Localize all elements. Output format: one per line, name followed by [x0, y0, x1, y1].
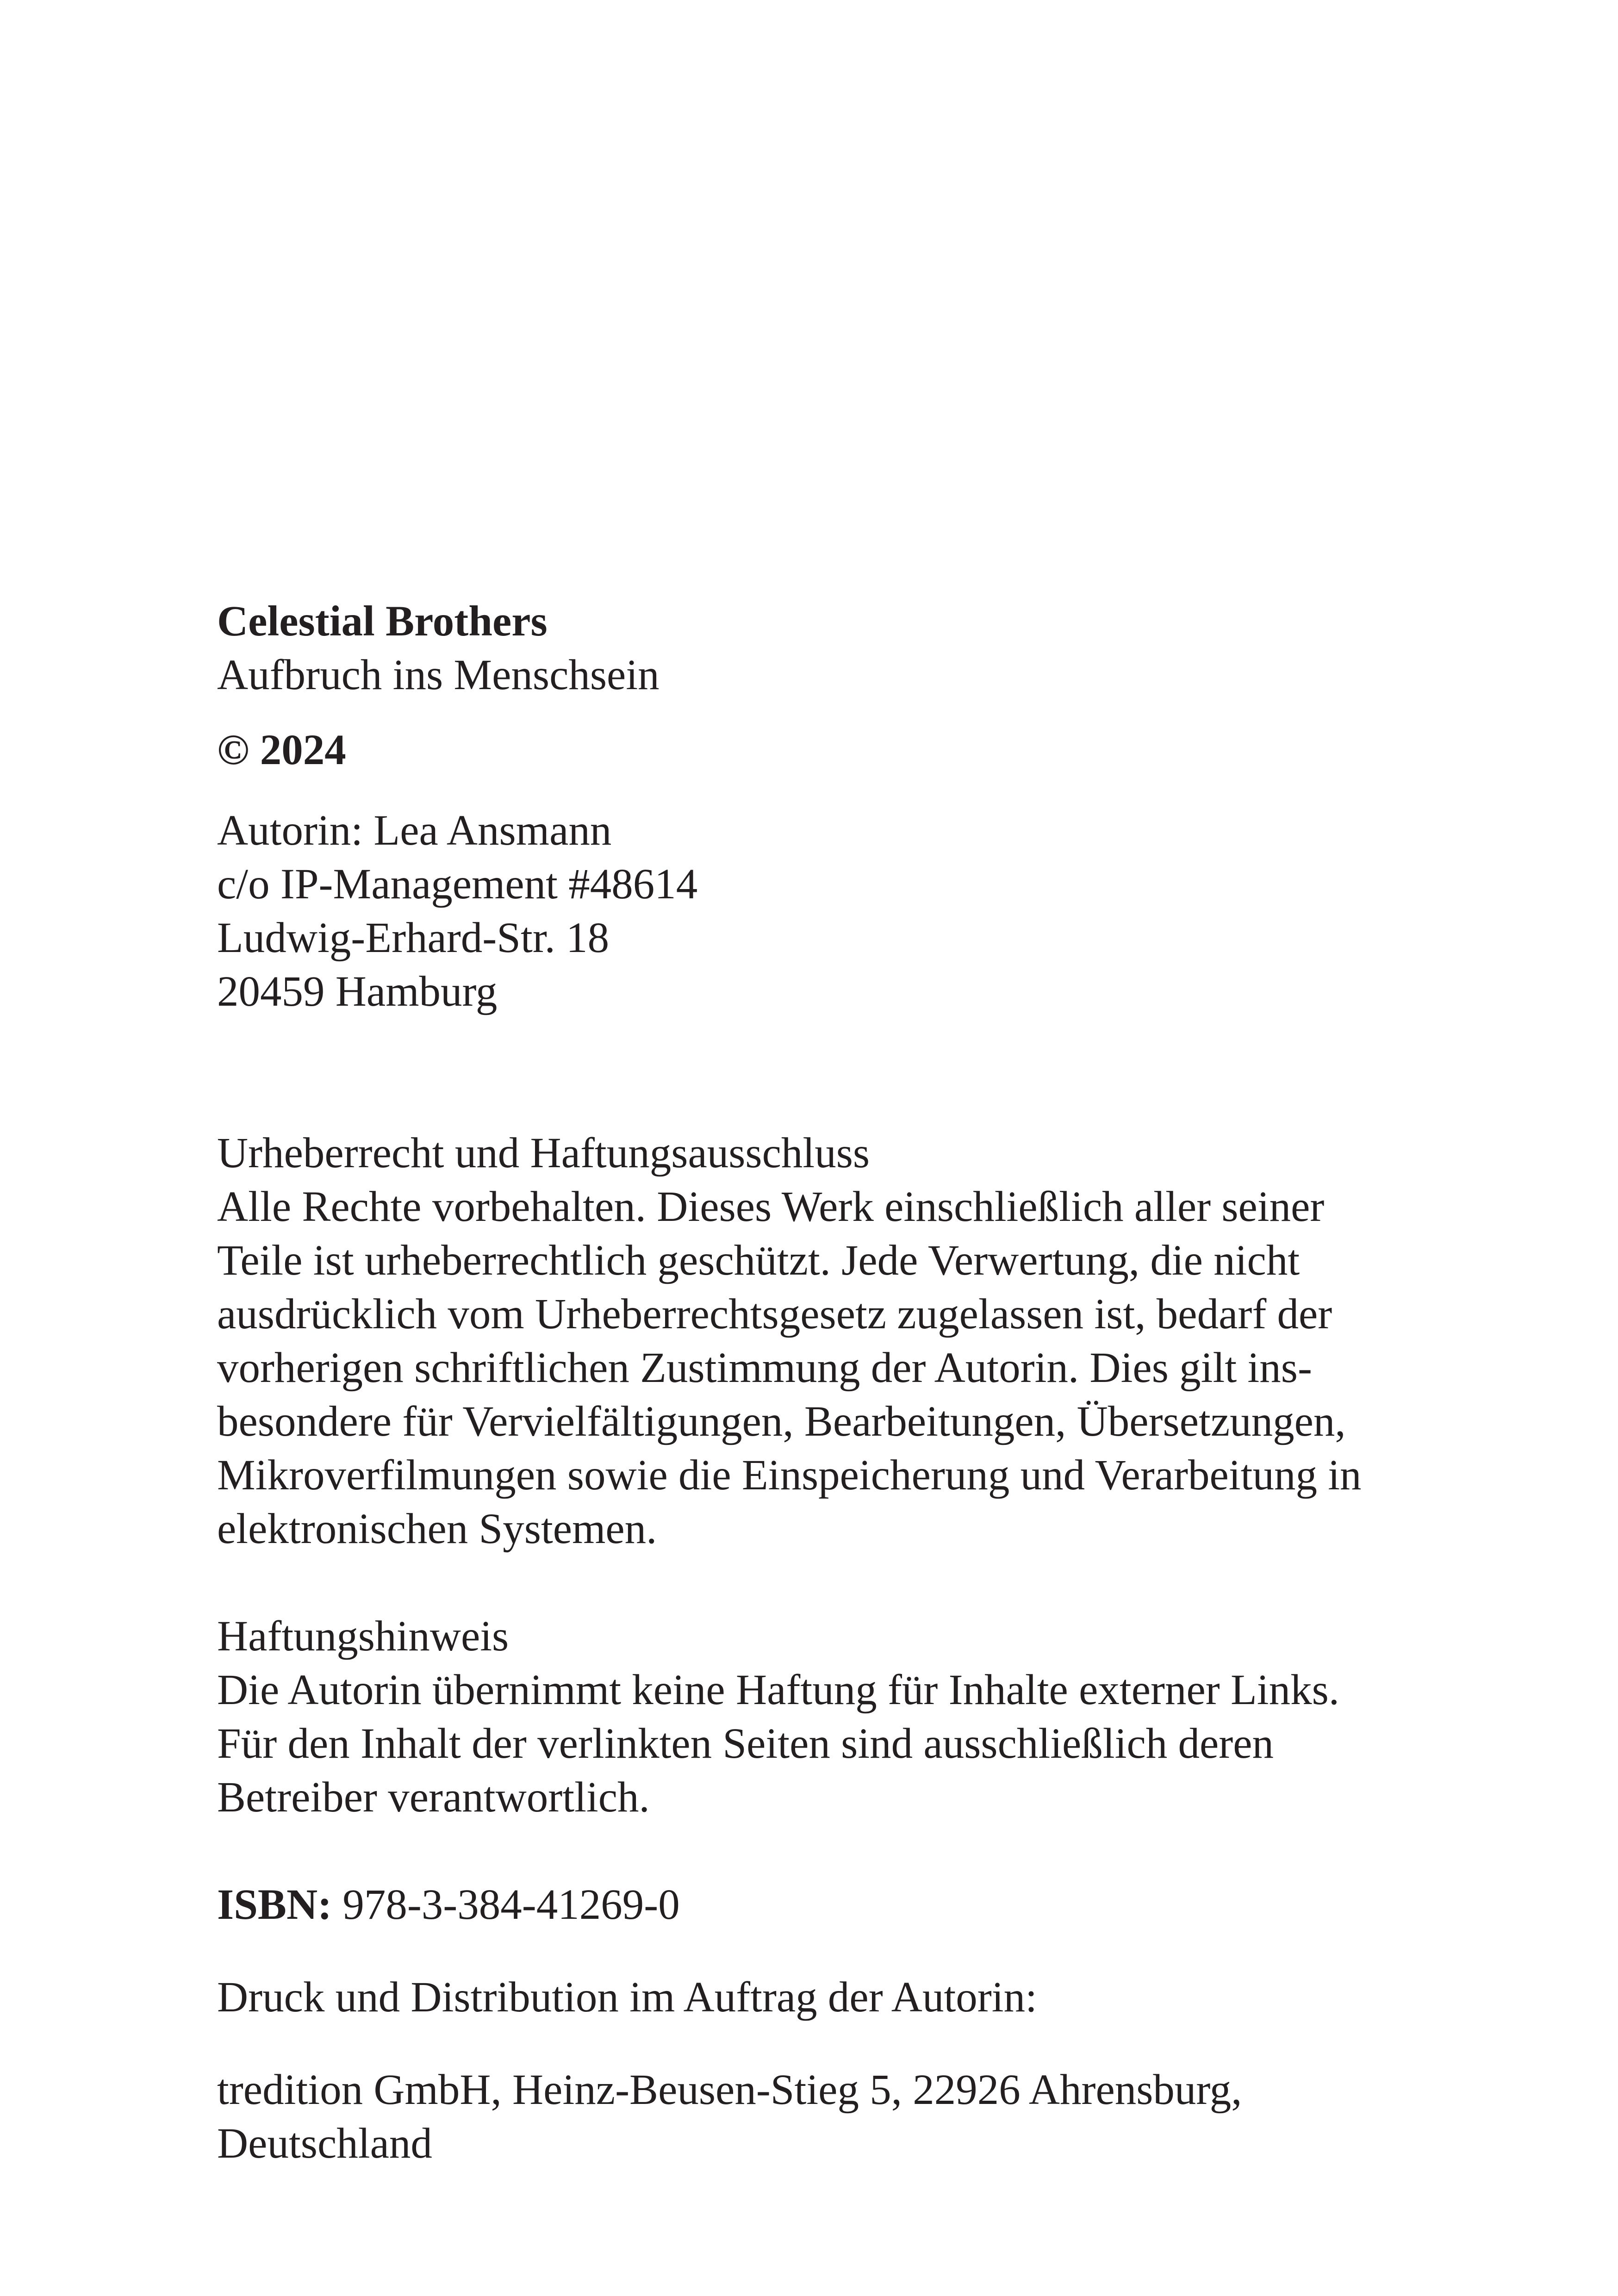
- isbn-label: ISBN:: [217, 1881, 332, 1929]
- liability-section: [217, 1610, 1467, 1824]
- liability-text-line: Die Autorin übernimmt keine Haftung für Inhalte externer Links.: [217, 1666, 1340, 1714]
- copyright-heading: Urheberrecht und Haftungsausschluss: [217, 1129, 870, 1177]
- distribution-note: Druck und Distribution im Auftrag der Autorin:: [217, 1973, 1037, 2021]
- author-line: c/o IP-Management #48614: [217, 860, 698, 908]
- publisher-line: Deutschland: [217, 2120, 432, 2167]
- isbn-line: [217, 1878, 1467, 1932]
- author-line: 20459 Hamburg: [217, 968, 498, 1015]
- copyright-text-line: vorherigen schriftlichen Zustimmung der Autorin. Dies gilt ins-: [217, 1344, 1312, 1392]
- liability-text-line: Betreiber verantwortlich.: [217, 1773, 650, 1821]
- imprint-page: [217, 595, 1467, 2171]
- copyright-text-line: Teile ist urheberrechtlich geschützt. Jede Verwertung, die nicht: [217, 1237, 1300, 1284]
- liability-heading: Haftungshinweis: [217, 1612, 509, 1660]
- author-address-block: [217, 804, 1467, 1019]
- copyright-section: [217, 1126, 1467, 1556]
- liability-text-line: Für den Inhalt der verlinkten Seiten sind ausschließlich deren: [217, 1720, 1274, 1767]
- book-subtitle: Aufbruch ins Menschsein: [217, 651, 660, 699]
- isbn-value: 978-3-384-41269-0: [342, 1881, 680, 1929]
- copyright-text-line: ausdrücklich vom Urheberrechtsgesetz zugelassen ist, bedarf der: [217, 1290, 1332, 1338]
- copyright-year: © 2024: [217, 726, 346, 774]
- author-line: Autorin: Lea Ansmann: [217, 807, 612, 854]
- publisher-address: [217, 2063, 1467, 2171]
- copyright-text-line: besondere für Vervielfältigungen, Bearbeitungen, Übersetzungen,: [217, 1398, 1346, 1445]
- copyright-text-line: Alle Rechte vorbehalten. Dieses Werk einschließlich aller seiner: [217, 1183, 1325, 1231]
- copyright-text-line: elektronischen Systemen.: [217, 1505, 657, 1553]
- publisher-line: tredition GmbH, Heinz-Beusen-Stieg 5, 22926 Ahrensburg,: [217, 2066, 1242, 2114]
- book-title: Celestial Brothers: [217, 597, 548, 645]
- copyright-text-line: Mikroverfilmungen sowie die Einspeicherung und Verarbeitung in: [217, 1451, 1362, 1499]
- author-line: Ludwig-Erhard-Str. 18: [217, 914, 610, 962]
